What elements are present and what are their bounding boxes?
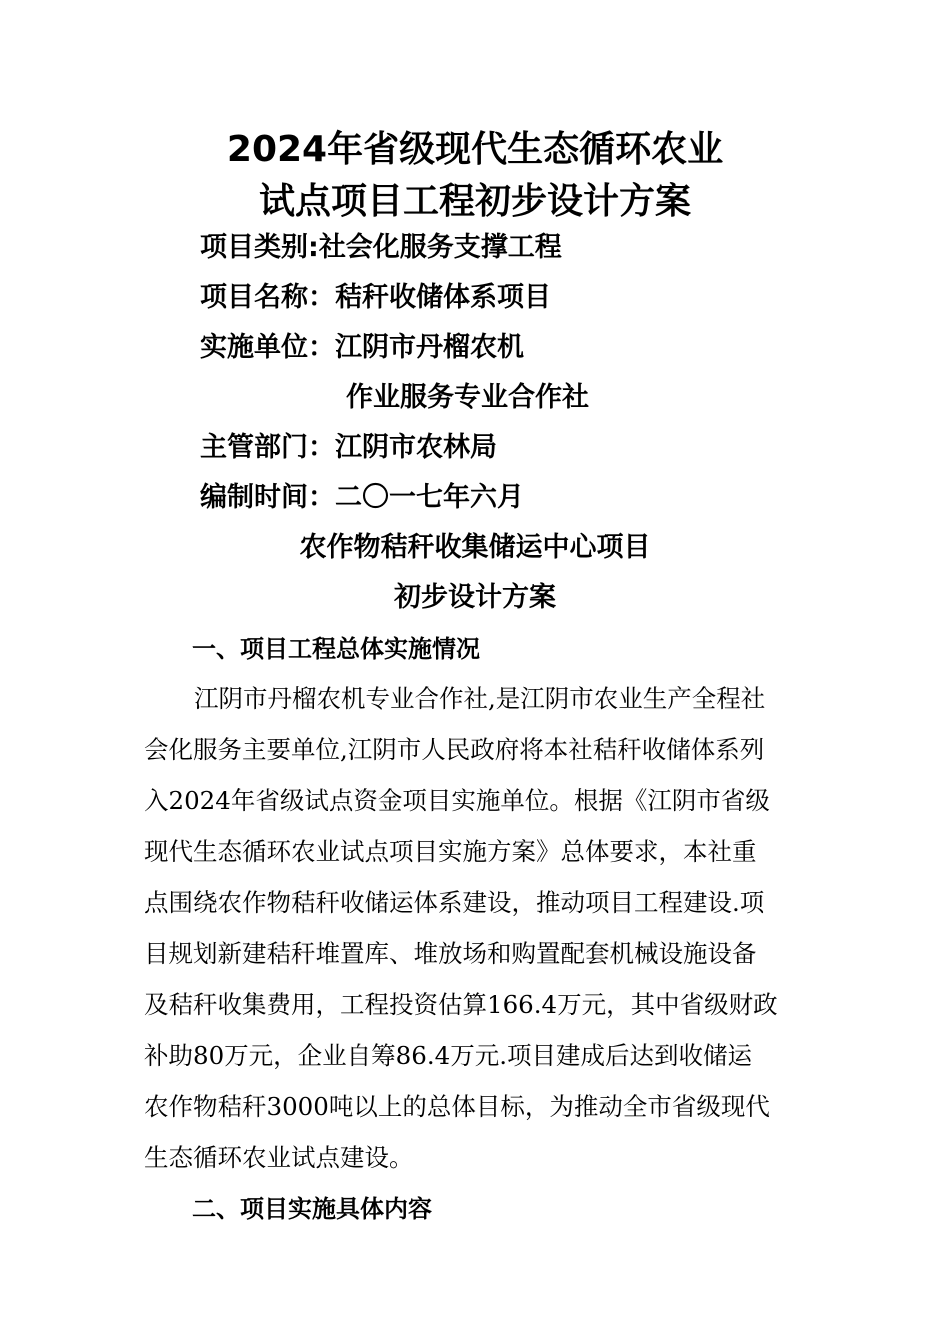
meta-unit-value-line-1: 江阴市丹榴农机 <box>335 332 524 363</box>
section-1-line: 现代生态循环农业试点项目实施方案》总体要求，本社重 <box>144 837 757 866</box>
section-1-line: 点围绕农作物秸秆收储运体系建设，推动项目工程建设.项 <box>144 888 765 917</box>
meta-category-label: 项目类别: <box>200 232 319 263</box>
meta-implementing-unit <box>200 330 524 366</box>
section-1-line: 农作物秸秆3000吨以上的总体目标，为推动全市省级现代 <box>144 1092 770 1121</box>
meta-project-name <box>200 280 551 316</box>
meta-date-label: 编制时间： <box>200 482 335 513</box>
meta-category-value: 社会化服务支撑工程 <box>318 232 562 263</box>
section-2-heading: 二、项目实施具体内容 <box>192 1195 432 1223</box>
section-1-line: 及秸秆收集费用，工程投资估算166.4万元，其中省级财政 <box>144 990 778 1019</box>
meta-name-value: 秸秆收储体系项目 <box>335 282 551 313</box>
meta-supervising-department <box>200 430 497 466</box>
subtitle-line-1: 农作物秸秆收集储运中心项目 <box>299 532 651 563</box>
meta-date-value: 二〇一七年六月 <box>335 482 524 513</box>
section-1-line: 目规划新建秸秆堆置库、堆放场和购置配套机械设施设备 <box>144 939 757 968</box>
subtitle-line-2: 初步设计方案 <box>394 582 556 613</box>
meta-dept-value: 江阴市农林局 <box>335 432 497 463</box>
meta-unit-label: 实施单位： <box>200 332 335 363</box>
document-title-line-1: 2024年省级现代生态循环农业 <box>226 129 724 170</box>
section-1-line: 入2024年省级试点资金项目实施单位。根据《江阴市省级 <box>144 786 770 815</box>
section-1-line: 江阴市丹榴农机专业合作社,是江阴市农业生产全程社 <box>194 684 766 713</box>
section-1-line: 生态循环农业试点建设。 <box>144 1143 414 1172</box>
meta-project-category <box>200 230 562 266</box>
meta-unit-value-line-2: 作业服务专业合作社 <box>346 382 589 413</box>
section-1-line: 补助80万元，企业自筹86.4万元.项目建成后达到收储运 <box>144 1041 753 1070</box>
section-1-line: 会化服务主要单位,江阴市人民政府将本社秸秆收储体系列 <box>144 735 765 764</box>
meta-compile-date <box>200 480 524 516</box>
section-1-heading: 一、项目工程总体实施情况 <box>192 635 480 663</box>
document-title-line-2: 试点项目工程初步设计方案 <box>258 181 691 222</box>
meta-name-label: 项目名称： <box>200 282 335 313</box>
meta-dept-label: 主管部门： <box>200 432 335 463</box>
